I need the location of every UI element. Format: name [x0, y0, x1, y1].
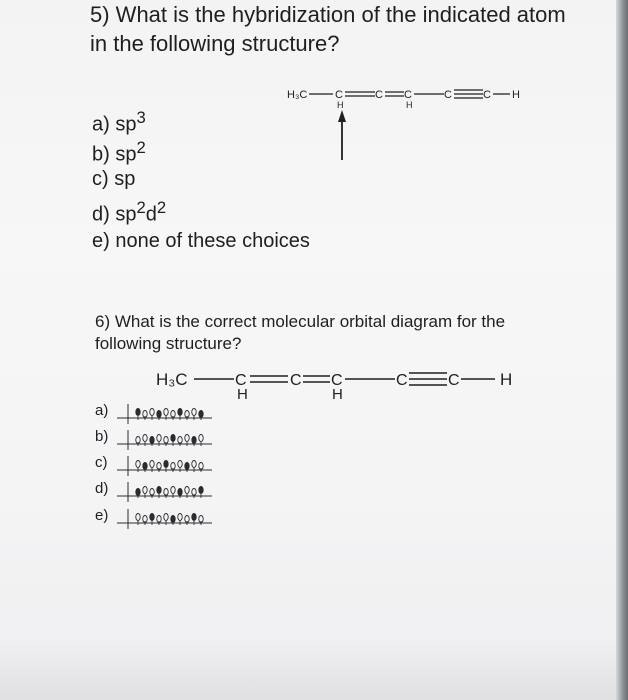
q6-option-c[interactable]: c)	[95, 454, 108, 471]
q6-option-e[interactable]: e)	[95, 507, 109, 524]
q6-h3c-label: H₃C	[156, 370, 188, 389]
q5-h-1: H	[337, 100, 344, 110]
page-bottom-shading	[0, 640, 628, 700]
q6-option-a[interactable]: a)	[95, 402, 109, 419]
q6-carbon-3: C	[331, 372, 343, 389]
q5-h-2: H	[406, 100, 413, 110]
q5-option-a[interactable]: a) $sp^3$	[92, 108, 146, 136]
q5-carbon-5: C	[483, 89, 491, 101]
screen-edge	[616, 0, 628, 700]
q6-terminal-h: H	[500, 370, 513, 389]
q5-h3c-label: H₃C	[287, 89, 308, 101]
q5-terminal-h: H	[512, 89, 520, 101]
q5-carbon-1: C	[335, 89, 343, 101]
q5-option-c[interactable]: c) sp	[92, 168, 136, 190]
q6-option-d[interactable]: d)	[95, 480, 109, 497]
q6-carbon-2: C	[290, 372, 302, 389]
q6-option-b[interactable]: b)	[95, 428, 109, 445]
q5-option-b[interactable]: b) $sp^2$	[92, 138, 146, 166]
q5-carbon-2: C	[375, 89, 383, 101]
q6-carbon-4: C	[396, 372, 408, 389]
q6-h-1: H	[237, 386, 248, 403]
mo-diagram-d	[117, 482, 212, 502]
q5-carbon-3: C	[404, 89, 412, 101]
mo-diagram-e	[117, 509, 212, 529]
mo-diagram-c	[117, 456, 212, 476]
q6-carbon-5: C	[448, 372, 460, 389]
q5-option-e[interactable]: e) none of these choices	[92, 230, 310, 252]
q6-h-2: H	[332, 386, 343, 403]
q5-option-d[interactable]: d) $sp^2d^2$	[92, 198, 167, 226]
mo-diagram-b	[117, 430, 212, 450]
q5-carbon-4: C	[444, 89, 452, 101]
q6-carbon-1: C	[235, 372, 247, 389]
mo-diagram-a	[117, 404, 212, 424]
question-5-title: 5) What is the hybridization of the indicated atom in the following structure?	[90, 2, 566, 56]
question-6-title: 6) What is the correct molecular orbital diagram for the following structure?	[95, 312, 506, 353]
